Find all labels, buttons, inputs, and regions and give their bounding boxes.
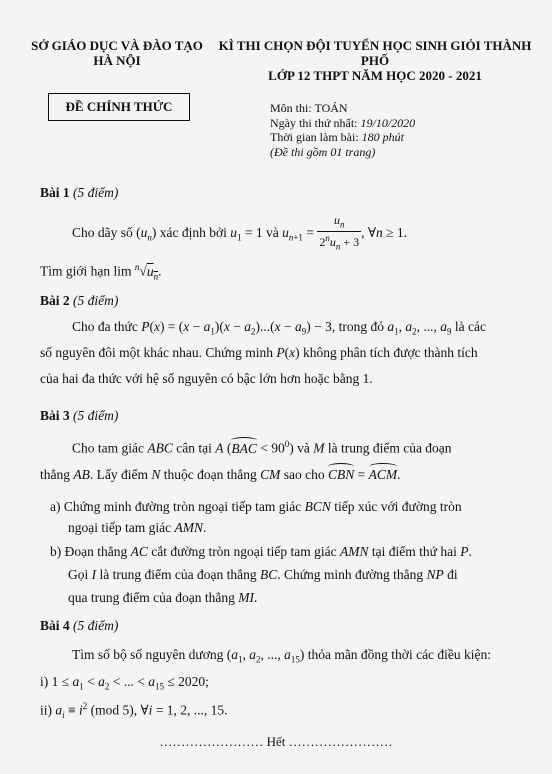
problem-3-line-5: b) Đoạn thẳng AC cắt đường tròn ngoại tiếp tam giác AMN tại điểm thứ hai P. bbox=[50, 544, 472, 559]
problem-2-line-3: của hai đa thức với hệ số nguyên có bậc lớn hơn hoặc bằng 1. bbox=[40, 371, 373, 386]
exam-title-line-2: LỚP 12 THPT NĂM HỌC 2020 - 2021 bbox=[268, 68, 482, 83]
problem-1-label: Bài 1 bbox=[40, 185, 70, 200]
problem-3-line-4: ngoại tiếp tam giác AMN. bbox=[68, 520, 207, 535]
date-line bbox=[270, 116, 415, 131]
problem-3-label: Bài 3 bbox=[40, 408, 70, 423]
problem-1-points: (5 điểm) bbox=[73, 185, 119, 200]
exam-title-line-1: KÌ THI CHỌN ĐỘI TUYỂN HỌC SINH GIỎI THÀNH PHỐ bbox=[218, 38, 532, 68]
problem-3-line-7: qua trung điểm của đoạn thẳng MI. bbox=[68, 590, 258, 605]
problem-4-label: Bài 4 bbox=[40, 618, 70, 633]
problem-3-line-2: thẳng AB. Lấy điểm N thuộc đoạn thẳng CM sao cho CBN = ACM. bbox=[40, 467, 401, 482]
problem-1-title bbox=[40, 185, 118, 201]
time-label: Thời gian làm bài: bbox=[270, 130, 362, 144]
problem-2-label: Bài 2 bbox=[40, 293, 70, 308]
date-label: Ngày thi thứ nhất: bbox=[270, 115, 361, 130]
time-line bbox=[270, 130, 415, 145]
end-marker: …………………… Hết …………………… bbox=[159, 734, 393, 749]
problem-4-condition-i: i) $1 \le a_1 < a_2$ < ... < $a_{15} \le 2020$; bbox=[40, 674, 209, 692]
problem-4-line-1: Tìm số bộ số nguyên dương ($a_1$, $a_2$, ..., $a_{15}$) thỏa mãn đồng thời các điều kiện: bbox=[72, 647, 492, 665]
department-line-2: HÀ NỘI bbox=[93, 53, 141, 68]
problem-1-line-2: Tìm giới hạn $\lim ^n√u_n$. bbox=[40, 262, 162, 282]
problem-2-points: (5 điểm) bbox=[73, 293, 119, 308]
subject-line: Môn thi: TOÁN bbox=[270, 101, 348, 115]
problem-1-line-1: Cho dãy số $(u_n)$ xác định bởi $u_1 = 1$ và $u_{n+1}$ = $\frac{u_n}{2^nu_n + 3}$ , ∀n ≥ 1. bbox=[72, 213, 408, 252]
problem-3-line-6: Gọi I là trung điểm của đoạn thẳng BC. Chứng minh đường thẳng NP đi bbox=[68, 567, 458, 582]
time-value: 180 phút bbox=[361, 130, 405, 144]
problem-3-line-3: a) Chứng minh đường tròn ngoại tiếp tam giác BCN tiếp xúc với đường tròn bbox=[50, 499, 462, 514]
exam-meta bbox=[270, 101, 415, 159]
official-exam-box: ĐỀ CHÍNH THỨC bbox=[48, 93, 190, 121]
problem-4-condition-ii: ii) $a_i \equiv i^2$ (mod 5), ∀i = 1, 2, ..., 15. bbox=[40, 701, 228, 721]
problem-4-points: (5 điểm) bbox=[73, 618, 119, 633]
department-header bbox=[22, 38, 212, 68]
problem-2-title bbox=[40, 293, 118, 309]
problem-3-line-1: Cho tam giác ABC cân tại A $(BAC < 90^0)$ và M là trung điểm của đoạn bbox=[72, 439, 452, 456]
problem-3-title bbox=[40, 408, 118, 424]
exam-header bbox=[205, 38, 545, 83]
problem-4-title bbox=[40, 618, 118, 634]
page-count-note: (Đề thi gồm 01 trang) bbox=[270, 144, 376, 159]
problem-2-line-1: Cho đa thức $P(x) = (x - a_1)(x - a_2)...(x - a_9) - 3$, trong đó $a_1$, $a_2$, ..., $a_9$ là các bbox=[72, 319, 486, 337]
problem-2-line-2: số nguyên đôi một khác nhau. Chứng minh P(x) không phân tích được thành tích bbox=[40, 345, 478, 360]
problem-3-points: (5 điểm) bbox=[73, 408, 119, 423]
date-value: 19/10/2020 bbox=[360, 115, 416, 130]
department-line-1: SỞ GIÁO DỤC VÀ ĐÀO TẠO bbox=[31, 38, 203, 53]
